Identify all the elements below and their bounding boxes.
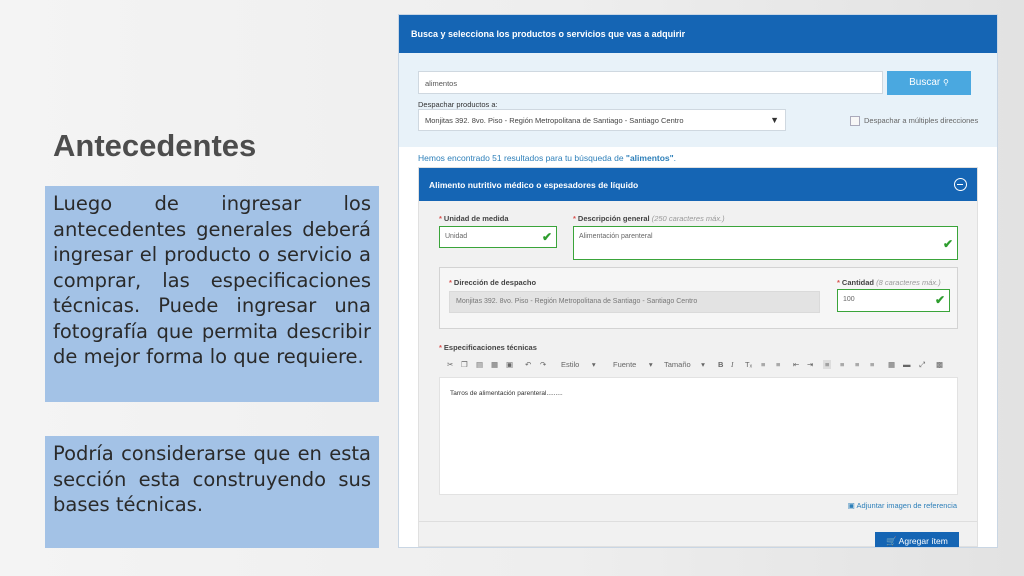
divider (419, 521, 977, 522)
results-prefix: Hemos encontrado 51 resultados para tu búsqueda de (418, 153, 626, 163)
source-icon[interactable]: ▩ (936, 360, 944, 369)
search-area (399, 53, 997, 147)
style-dropdown[interactable]: Estilo ▾ (561, 360, 596, 369)
multi-address-checkbox[interactable] (850, 116, 860, 126)
panel-header: Busca y selecciona los productos o servicios que vas a adquirir (399, 15, 997, 53)
italic-icon[interactable]: I (731, 360, 734, 369)
despachar-value: Monjitas 392. 8vo. Piso - Región Metropolitana de Santiago - Santiago Centro (425, 116, 684, 125)
undo-icon[interactable]: ↶ (525, 360, 532, 369)
chevron-down-icon: ▼ (770, 115, 779, 125)
unidad-label: * Unidad de medida (439, 214, 509, 223)
add-item-button[interactable]: 🛒 Agregar ítem (875, 532, 959, 548)
bold-icon[interactable]: B (718, 360, 724, 369)
specs-editor[interactable] (439, 377, 958, 495)
check-icon: ✔ (541, 230, 552, 244)
results-suffix: . (673, 153, 677, 163)
redo-icon[interactable]: ↷ (540, 360, 547, 369)
search-button-label: Buscar (909, 77, 941, 88)
cut-icon[interactable]: ✂ (447, 360, 454, 369)
specs-editor-text: Tarros de alimentación parenteral......... (450, 390, 563, 397)
search-icon: ⚲ (943, 78, 949, 87)
item-header (419, 168, 977, 201)
unidad-field[interactable] (439, 226, 557, 248)
unidad-value: Unidad (445, 233, 468, 240)
copy-icon[interactable]: ❐ (461, 360, 468, 369)
cart-icon: 🛒 (886, 536, 897, 546)
despachar-label: Despachar productos a: (418, 100, 498, 109)
collapse-icon[interactable] (954, 178, 967, 191)
results-term: "alimentos" (625, 153, 674, 163)
image-icon: ▣ (847, 501, 855, 510)
horizontal-rule-icon[interactable]: ▬ (903, 360, 911, 369)
indent-icon[interactable]: ⇥ (807, 360, 814, 369)
cantidad-label: * Cantidad (8 caracteres máx.) (837, 278, 941, 287)
check-icon: ✔ (942, 237, 953, 251)
font-dropdown[interactable]: Fuente ▾ (613, 360, 653, 369)
note-textbox: Podría considerarse que en esta sección esta construyendo sus bases técnicas. (45, 436, 379, 548)
numbered-list-icon[interactable]: ≡ (761, 360, 766, 369)
maximize-icon[interactable]: ⤢ (919, 360, 925, 369)
check-icon: ✔ (934, 293, 945, 307)
table-icon[interactable]: ▦ (888, 360, 896, 369)
cantidad-field[interactable] (837, 289, 950, 312)
address-quantity-box (439, 267, 958, 329)
paste-text-icon[interactable]: ▦ (491, 360, 499, 369)
align-right-icon[interactable]: ≡ (855, 360, 860, 369)
justify-icon[interactable]: ≡ (870, 360, 875, 369)
align-left-icon[interactable]: ≡ (825, 360, 830, 369)
paste-icon[interactable]: ▤ (476, 360, 484, 369)
despachar-select[interactable] (418, 109, 786, 131)
descripcion-value: Alimentación parenteral (579, 233, 653, 240)
descripcion-label: * Descripción general (250 caracteres máx.) (573, 214, 725, 223)
specs-label: * Especificaciones técnicas (439, 343, 537, 352)
direccion-label: * Dirección de despacho (449, 278, 537, 287)
search-input[interactable]: alimentos (418, 71, 883, 94)
instruction-textbox: Luego de ingresar los antecedentes generales deberá ingresar el producto o servicio a comprar, las especificaciones técnicas. Puede ingresar una fotografía que permita describir de mejor forma lo que requiere. (45, 186, 379, 402)
align-center-icon[interactable]: ≡ (840, 360, 845, 369)
cantidad-value: 100 (843, 296, 855, 303)
clear-format-icon[interactable]: Tₓ (745, 360, 753, 369)
search-button[interactable] (887, 71, 971, 95)
descripcion-field[interactable] (573, 226, 958, 260)
editor-toolbar (439, 358, 958, 374)
size-dropdown[interactable]: Tamaño ▾ (664, 360, 705, 369)
product-search-panel (398, 14, 998, 548)
bullet-list-icon[interactable]: ≡ (776, 360, 781, 369)
outdent-icon[interactable]: ⇤ (793, 360, 800, 369)
item-card (418, 167, 978, 547)
results-summary (418, 153, 676, 163)
paste-word-icon[interactable]: ▣ (506, 360, 514, 369)
item-title: Alimento nutritivo médico o espesadores de líquido (429, 180, 639, 190)
multi-address-label: Despachar a múltiples direcciones (864, 116, 979, 125)
attach-image-link[interactable]: ▣ Adjuntar imagen de referencia (847, 501, 957, 510)
direccion-field: Monjitas 392. 8vo. Piso - Región Metropolitana de Santiago - Santiago Centro (449, 291, 820, 313)
slide-title: Antecedentes (53, 128, 257, 163)
